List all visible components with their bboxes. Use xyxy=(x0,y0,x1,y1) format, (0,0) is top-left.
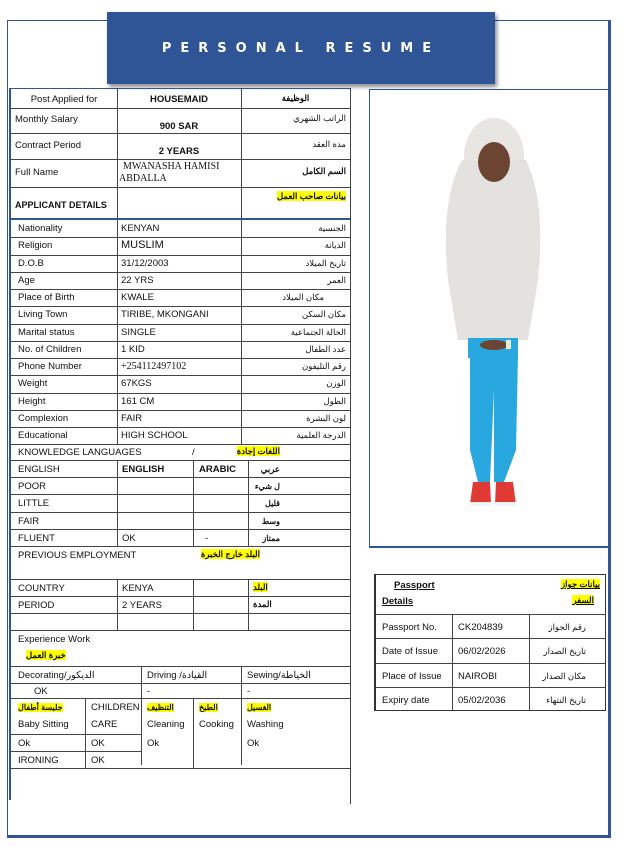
post-applied-ar: الوظيفة xyxy=(281,93,310,103)
skill-header-ar: جليسة أطفال xyxy=(18,703,63,712)
employment-title: PREVIOUS EMPLOYMENT xyxy=(18,550,137,561)
photo-frame xyxy=(369,89,611,547)
detail-ar: عدد الطفال xyxy=(305,343,346,354)
applicant-details-label: APPLICANT DETAILS xyxy=(15,200,107,210)
employment-value: KENYA xyxy=(122,583,154,594)
detail-label: Living Town xyxy=(18,309,68,321)
lang-header-label: ENGLISH xyxy=(18,464,60,475)
detail-value: 1 KID xyxy=(121,343,145,355)
detail-ar: الطول xyxy=(323,395,346,406)
contract-value: 2 YEARS xyxy=(158,146,200,157)
passport-ar: تاريخ الصدار xyxy=(543,646,586,657)
passport-value: NAIROBI xyxy=(458,670,498,682)
lang-english: OK xyxy=(122,532,136,544)
lang-level: LITTLE xyxy=(18,498,50,510)
skill-value: Ok xyxy=(247,738,260,749)
detail-label: Height xyxy=(18,395,46,407)
lang-level: POOR xyxy=(18,481,46,492)
languages-title-ar: اللغات إجادة xyxy=(236,446,280,456)
detail-ar: لون البشرة xyxy=(306,412,346,423)
page-title: PERSONAL RESUME xyxy=(161,40,441,56)
post-applied-label: Post Applied for xyxy=(30,94,98,105)
detail-label: Religion xyxy=(18,240,53,252)
detail-ar: رقم التليفون xyxy=(301,361,346,371)
passport-value: 05/02/2036 xyxy=(458,694,506,706)
passport-ar: تاريخ النتهاء xyxy=(546,694,586,705)
detail-label: Place of Birth xyxy=(18,292,75,303)
detail-ar: مكان السكن xyxy=(301,309,346,320)
languages-sep: / xyxy=(192,447,195,458)
title-banner xyxy=(107,12,495,84)
salary-ar: الراتب الشهري xyxy=(293,113,346,123)
detail-ar: الوزن xyxy=(326,378,346,389)
lang-header-english: ENGLISH xyxy=(122,464,165,475)
detail-ar: تاريخ الميلاد xyxy=(305,257,346,268)
skill-label: Washing xyxy=(247,719,284,730)
passport-label: Date of Issue xyxy=(382,646,438,658)
lang-level: FAIR xyxy=(18,515,40,527)
lang-arabic: - xyxy=(205,532,209,544)
passport-title-en-2: Details xyxy=(382,596,414,607)
passport-title-ar-2: السفر xyxy=(572,595,594,605)
skill-header: CHILDREN xyxy=(91,702,140,713)
detail-value: +254112497102 xyxy=(121,361,187,372)
skill-label: CARE xyxy=(91,719,118,730)
experience-title: Experience Work xyxy=(18,634,91,645)
detail-ar: الجنسية xyxy=(318,223,346,233)
salary-value: 900 SAR xyxy=(159,121,199,132)
post-applied-value: HOUSEMAID xyxy=(149,94,209,105)
detail-label: Marital status xyxy=(18,326,75,338)
lang-level-ar: وسط xyxy=(261,516,280,526)
detail-value: MUSLIM xyxy=(121,240,164,252)
detail-value: 31/12/2003 xyxy=(121,257,169,269)
detail-label: D.O.B xyxy=(18,257,44,269)
passport-label: Expiry date xyxy=(382,694,430,706)
contract-label: Contract Period xyxy=(15,140,82,151)
detail-ar: الحالة الجتماعية xyxy=(290,326,346,337)
full-name-value: MWANASHA HAMISI ABDALLA xyxy=(119,161,220,184)
passport-label: Passport No. xyxy=(382,622,437,633)
detail-value: 67KGS xyxy=(121,378,152,390)
passport-ar: مكان الصدار xyxy=(542,670,586,681)
applicant-photo xyxy=(370,90,610,546)
applicant-details-ar: بيانات صاحب العمل xyxy=(276,191,346,201)
lang-header-arabic: ARABIC xyxy=(199,464,236,475)
detail-ar: الدرجة العلمية xyxy=(296,430,346,440)
ironing-label: IRONING xyxy=(18,755,59,766)
passport-title-en-1: Passport xyxy=(394,580,435,591)
skill-sewing-label: Sewing/الخياطة xyxy=(247,670,311,681)
employment-value: 2 YEARS xyxy=(122,600,162,611)
detail-value: FAIR xyxy=(121,412,143,424)
skill-value: Ok xyxy=(147,738,160,749)
employment-title-ar: البلد خارج الخبرة xyxy=(200,549,260,559)
skill-header-ar: الغسيل xyxy=(247,703,272,712)
lang-level-ar: ل شيء xyxy=(254,482,280,491)
salary-label: Monthly Salary xyxy=(15,114,78,125)
passport-box xyxy=(374,574,606,711)
detail-label: Complexion xyxy=(18,412,69,424)
detail-value: SINGLE xyxy=(121,326,156,338)
employment-label: COUNTRY xyxy=(18,583,65,594)
skill-label: Baby Sitting xyxy=(18,719,69,730)
detail-value: 161 CM xyxy=(121,395,155,407)
detail-label: Educational xyxy=(18,430,68,441)
employment-ar: المدة xyxy=(253,599,272,609)
passport-value: CK204839 xyxy=(458,622,503,633)
skill-decorating-value: OK xyxy=(34,686,48,697)
lang-level-ar: قليل xyxy=(265,499,280,509)
full-name-ar: السم الكامل xyxy=(302,166,346,176)
detail-label: Phone Number xyxy=(18,361,82,372)
lang-level: FLUENT xyxy=(18,532,55,544)
contract-ar: مدة العقد xyxy=(312,139,346,149)
detail-label: Age xyxy=(18,274,35,286)
detail-ar: مكان الميلاد xyxy=(282,292,324,302)
languages-title: KNOWLEDGE LANGUAGES xyxy=(18,447,142,458)
employment-label: PERIOD xyxy=(18,600,55,611)
detail-value: HIGH SCHOOL xyxy=(121,430,188,441)
detail-ar: الديانة xyxy=(324,240,346,251)
passport-label: Place of Issue xyxy=(382,670,442,682)
skill-driving-label: Driving /القيادة xyxy=(147,670,208,681)
detail-label: Nationality xyxy=(18,223,63,234)
full-name-label: Full Name xyxy=(15,167,59,178)
detail-label: Weight xyxy=(18,378,48,390)
experience-title-ar: خبرة العمل xyxy=(26,650,66,660)
skill-header-ar: الطبخ xyxy=(199,703,218,712)
skill-value: OK xyxy=(91,738,105,749)
detail-value: KWALE xyxy=(121,292,154,303)
lang-level-ar: ممتاز xyxy=(262,533,280,543)
ironing-value: OK xyxy=(91,755,105,766)
skill-sewing-value: - xyxy=(247,686,251,697)
passport-title-ar-1: بيانات جواز xyxy=(561,579,600,589)
passport-ar: رقم الجواز xyxy=(548,622,586,632)
skill-header-ar: التنظيف xyxy=(147,703,174,712)
skill-label: Cooking xyxy=(199,719,234,730)
skill-decorating-label: Decorating/الديكور xyxy=(18,670,95,681)
skill-label: Cleaning xyxy=(147,719,185,730)
detail-value: 22 YRS xyxy=(121,274,154,286)
skill-value: Ok xyxy=(18,738,31,749)
detail-ar: العمر xyxy=(327,274,346,285)
detail-label: No. of Children xyxy=(18,343,82,355)
skill-driving-value: - xyxy=(147,686,151,697)
lang-header-ar: عربي xyxy=(260,464,280,474)
detail-value: KENYAN xyxy=(121,223,160,234)
passport-value: 06/02/2026 xyxy=(458,646,506,658)
detail-value: TIRIBE, MKONGANI xyxy=(121,309,209,321)
employment-ar: البلد xyxy=(253,582,268,592)
